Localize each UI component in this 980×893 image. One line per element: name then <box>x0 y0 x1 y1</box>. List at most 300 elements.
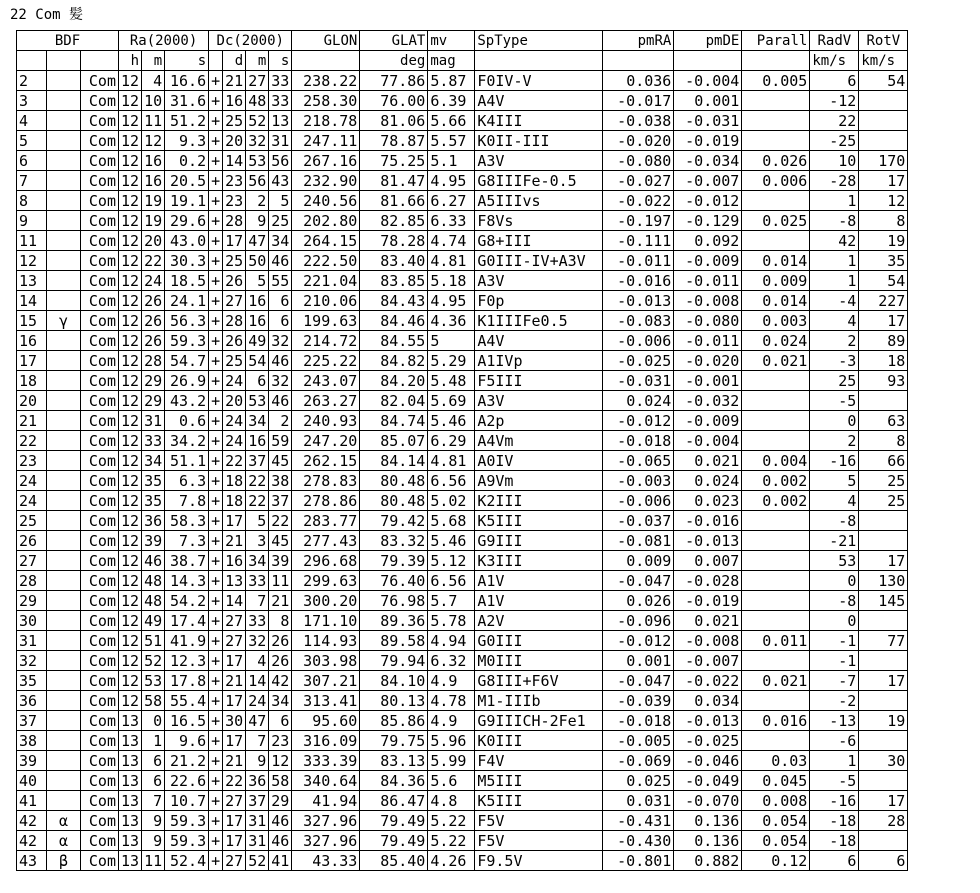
table-cell: -0.006 <box>603 491 674 511</box>
table-cell: 0.002 <box>742 491 810 511</box>
table-cell: 5 <box>810 471 859 491</box>
table-cell: 18 <box>223 491 246 511</box>
table-cell: 12 <box>119 591 142 611</box>
table-cell: 38 <box>269 471 292 491</box>
table-cell: 17.4 <box>165 611 209 631</box>
table-cell: Com <box>81 471 119 491</box>
table-cell <box>859 771 908 791</box>
table-cell <box>47 671 81 691</box>
table-cell <box>742 231 810 251</box>
table-cell <box>859 111 908 131</box>
table-cell: 0.001 <box>603 651 674 671</box>
table-cell: Com <box>81 231 119 251</box>
table-cell: + <box>209 511 223 531</box>
table-cell: 12 <box>119 191 142 211</box>
table-cell: β <box>47 851 81 871</box>
table-cell: 299.63 <box>292 571 360 591</box>
table-cell: 29 <box>269 791 292 811</box>
table-cell <box>47 711 81 731</box>
table-row <box>17 91 908 111</box>
table-cell <box>47 631 81 651</box>
table-cell: 41.94 <box>292 791 360 811</box>
table-cell: -0.008 <box>674 631 742 651</box>
table-cell: 9 <box>142 811 165 831</box>
table-cell: 12 <box>119 531 142 551</box>
table-cell: + <box>209 131 223 151</box>
unit-cell: km/s <box>810 51 859 71</box>
table-cell: 23 <box>223 171 246 191</box>
header-row-units <box>17 51 908 71</box>
table-cell: -21 <box>810 531 859 551</box>
unit-cell: d <box>223 51 246 71</box>
table-cell: 37 <box>246 451 269 471</box>
table-cell: + <box>209 811 223 831</box>
table-cell: 13 <box>119 751 142 771</box>
table-cell: + <box>209 371 223 391</box>
table-cell: 12 <box>119 611 142 631</box>
table-cell: 247.11 <box>292 131 360 151</box>
table-cell: 78.87 <box>360 131 428 151</box>
table-cell <box>47 211 81 231</box>
table-cell: 4.36 <box>428 311 475 331</box>
table-cell: 81.47 <box>360 171 428 191</box>
unit-cell <box>742 51 810 71</box>
table-cell: K3III <box>475 551 603 571</box>
table-cell: 79.49 <box>360 811 428 831</box>
table-cell: 3 <box>17 91 47 111</box>
table-cell: + <box>209 611 223 631</box>
table-cell: 5.46 <box>428 531 475 551</box>
table-cell: -7 <box>810 671 859 691</box>
table-cell: 51.2 <box>165 111 209 131</box>
table-cell: 22 <box>223 451 246 471</box>
table-cell: 12 <box>119 391 142 411</box>
table-row <box>17 251 908 271</box>
column-header: SpType <box>475 31 603 51</box>
table-cell: K1IIIFe0.5 <box>475 311 603 331</box>
table-cell: 14 <box>223 591 246 611</box>
table-cell: 5.78 <box>428 611 475 631</box>
table-cell: 46 <box>142 551 165 571</box>
table-cell: 1 <box>810 191 859 211</box>
table-cell: A3V <box>475 391 603 411</box>
table-row <box>17 631 908 651</box>
table-cell: 17 <box>223 511 246 531</box>
table-cell: Com <box>81 851 119 871</box>
table-cell: 85.40 <box>360 851 428 871</box>
table-cell: 84.46 <box>360 311 428 331</box>
table-cell: 35 <box>142 491 165 511</box>
table-cell: Com <box>81 391 119 411</box>
table-cell: 7.3 <box>165 531 209 551</box>
table-cell: -0.013 <box>674 531 742 551</box>
table-cell: 333.39 <box>292 751 360 771</box>
table-cell: 16 <box>223 91 246 111</box>
table-cell: + <box>209 191 223 211</box>
table-cell: 59.3 <box>165 331 209 351</box>
table-cell: 33 <box>269 71 292 91</box>
table-cell <box>47 131 81 151</box>
table-cell <box>742 571 810 591</box>
table-cell: 4.8 <box>428 791 475 811</box>
table-cell: 22 <box>223 771 246 791</box>
table-row <box>17 131 908 151</box>
table-cell: 21 <box>17 411 47 431</box>
unit-cell: m <box>246 51 269 71</box>
table-cell: 33 <box>269 91 292 111</box>
table-cell: 170 <box>859 151 908 171</box>
table-cell: K5III <box>475 791 603 811</box>
table-cell: 31 <box>246 831 269 851</box>
table-cell: 17 <box>223 731 246 751</box>
table-cell: + <box>209 471 223 491</box>
table-cell: Com <box>81 731 119 751</box>
table-cell: 4.78 <box>428 691 475 711</box>
table-cell: 45 <box>269 531 292 551</box>
table-cell: 243.07 <box>292 371 360 391</box>
table-cell: 17 <box>223 651 246 671</box>
table-cell <box>742 591 810 611</box>
table-cell: 6 <box>246 371 269 391</box>
table-cell: + <box>209 631 223 651</box>
table-cell: + <box>209 391 223 411</box>
unit-cell: deg <box>360 51 428 71</box>
table-cell <box>47 331 81 351</box>
table-row <box>17 471 908 491</box>
table-cell: 84.43 <box>360 291 428 311</box>
table-cell: 41 <box>17 791 47 811</box>
table-cell: 83.85 <box>360 271 428 291</box>
table-row <box>17 771 908 791</box>
table-cell: 5.6 <box>428 771 475 791</box>
table-cell: Com <box>81 451 119 471</box>
table-cell: G8+III <box>475 231 603 251</box>
table-cell: 4 <box>246 651 269 671</box>
table-cell <box>742 191 810 211</box>
table-cell: 130 <box>859 571 908 591</box>
table-cell: -0.016 <box>603 271 674 291</box>
header-row-titles <box>17 31 908 51</box>
table-cell: -0.019 <box>674 591 742 611</box>
table-cell <box>47 231 81 251</box>
table-cell: 29 <box>17 591 47 611</box>
table-cell: 66 <box>859 451 908 471</box>
table-cell: -0.431 <box>603 811 674 831</box>
table-cell: + <box>209 751 223 771</box>
table-cell: + <box>209 831 223 851</box>
table-cell <box>742 611 810 631</box>
table-cell: + <box>209 791 223 811</box>
table-cell: A3V <box>475 151 603 171</box>
table-cell: + <box>209 91 223 111</box>
table-cell: 24 <box>223 371 246 391</box>
table-cell: 24 <box>246 691 269 711</box>
table-cell: 21 <box>269 591 292 611</box>
table-cell: 0.021 <box>674 451 742 471</box>
table-cell: 52 <box>246 111 269 131</box>
table-cell: 6.56 <box>428 571 475 591</box>
table-cell: + <box>209 531 223 551</box>
table-cell: -0.009 <box>674 251 742 271</box>
table-cell: 221.04 <box>292 271 360 291</box>
table-row <box>17 551 908 571</box>
table-cell: 218.78 <box>292 111 360 131</box>
table-cell: -0.006 <box>603 331 674 351</box>
table-cell: 14 <box>17 291 47 311</box>
table-cell: 313.41 <box>292 691 360 711</box>
table-cell: 31.6 <box>165 91 209 111</box>
table-cell: 37 <box>246 791 269 811</box>
table-cell: 81.66 <box>360 191 428 211</box>
table-cell <box>742 111 810 131</box>
table-cell: 26 <box>269 651 292 671</box>
column-header: Dc(2000) <box>209 31 292 51</box>
table-cell: 84.20 <box>360 371 428 391</box>
table-cell: 56 <box>246 171 269 191</box>
table-cell: Com <box>81 251 119 271</box>
table-cell: -0.019 <box>674 131 742 151</box>
table-cell: 7 <box>142 791 165 811</box>
table-cell: 80.48 <box>360 471 428 491</box>
table-cell: 56 <box>269 151 292 171</box>
table-cell: -16 <box>810 791 859 811</box>
table-cell: -8 <box>810 211 859 231</box>
table-cell: 6.29 <box>428 431 475 451</box>
table-cell: 84.36 <box>360 771 428 791</box>
table-cell: 12 <box>17 251 47 271</box>
table-cell: K4III <box>475 111 603 131</box>
table-cell <box>742 691 810 711</box>
table-cell: 51 <box>142 631 165 651</box>
table-cell: -16 <box>810 451 859 471</box>
table-cell: 5.99 <box>428 751 475 771</box>
column-header: GLAT <box>360 31 428 51</box>
table-row <box>17 351 908 371</box>
table-cell: 76.00 <box>360 91 428 111</box>
table-cell: 17 <box>223 691 246 711</box>
table-cell: G9IIICH-2Fe1 <box>475 711 603 731</box>
table-cell: 11 <box>142 851 165 871</box>
table-cell: 2 <box>17 71 47 91</box>
table-cell: -0.038 <box>603 111 674 131</box>
table-cell: 12 <box>119 171 142 191</box>
table-cell: K5III <box>475 511 603 531</box>
table-cell: A0IV <box>475 451 603 471</box>
table-cell: 6.33 <box>428 211 475 231</box>
table-cell: 85.07 <box>360 431 428 451</box>
table-cell: 17 <box>859 171 908 191</box>
table-cell: 38.7 <box>165 551 209 571</box>
table-cell: 27 <box>223 851 246 871</box>
table-cell: 79.42 <box>360 511 428 531</box>
table-cell: 85.86 <box>360 711 428 731</box>
table-cell: -0.008 <box>674 291 742 311</box>
table-cell: -0.016 <box>674 511 742 531</box>
table-cell: 0.025 <box>742 211 810 231</box>
table-cell: 0.025 <box>603 771 674 791</box>
table-cell: 34 <box>142 451 165 471</box>
table-cell: 247.20 <box>292 431 360 451</box>
table-cell: 25 <box>269 211 292 231</box>
table-cell: 20 <box>17 391 47 411</box>
table-cell: 43 <box>269 171 292 191</box>
table-cell: 25 <box>223 251 246 271</box>
table-cell: 12 <box>119 551 142 571</box>
table-cell: + <box>209 251 223 271</box>
table-cell <box>47 751 81 771</box>
table-cell: 12 <box>119 71 142 91</box>
table-cell: 12 <box>859 191 908 211</box>
table-cell: 12 <box>269 751 292 771</box>
table-cell: 26 <box>17 531 47 551</box>
table-cell: 20.5 <box>165 171 209 191</box>
table-cell: + <box>209 171 223 191</box>
table-cell: 46 <box>269 251 292 271</box>
table-cell: 29 <box>142 371 165 391</box>
table-cell: 238.22 <box>292 71 360 91</box>
table-cell: 0.12 <box>742 851 810 871</box>
table-cell: 9.6 <box>165 731 209 751</box>
table-cell <box>47 491 81 511</box>
unit-cell: mag <box>428 51 475 71</box>
table-cell: 42 <box>810 231 859 251</box>
table-cell: 83.32 <box>360 531 428 551</box>
table-cell: 24.1 <box>165 291 209 311</box>
table-cell: 2 <box>269 411 292 431</box>
table-cell: α <box>47 831 81 851</box>
table-row <box>17 531 908 551</box>
table-cell: 48 <box>142 591 165 611</box>
table-cell: 225.22 <box>292 351 360 371</box>
table-cell: 56.3 <box>165 311 209 331</box>
table-cell: 12 <box>119 271 142 291</box>
table-cell: 6 <box>269 311 292 331</box>
table-cell: 31 <box>269 131 292 151</box>
table-cell: 79.39 <box>360 551 428 571</box>
table-cell: 13 <box>223 571 246 591</box>
table-cell: 43.2 <box>165 391 209 411</box>
table-cell: -0.007 <box>674 171 742 191</box>
table-cell: -0.129 <box>674 211 742 231</box>
table-cell <box>742 531 810 551</box>
table-cell: 55 <box>269 271 292 291</box>
table-cell: 222.50 <box>292 251 360 271</box>
table-cell: Com <box>81 491 119 511</box>
table-cell: 16 <box>246 311 269 331</box>
table-cell: + <box>209 431 223 451</box>
table-cell: 12 <box>119 651 142 671</box>
table-cell: 5 <box>246 271 269 291</box>
table-cell: 3 <box>246 531 269 551</box>
table-row <box>17 211 908 231</box>
table-cell: 52 <box>142 651 165 671</box>
table-cell: 1 <box>810 271 859 291</box>
table-body <box>17 71 908 871</box>
table-cell: 296.68 <box>292 551 360 571</box>
table-cell: 327.96 <box>292 831 360 851</box>
table-cell <box>47 291 81 311</box>
table-cell: 22.6 <box>165 771 209 791</box>
table-cell: 4.94 <box>428 631 475 651</box>
table-cell: Com <box>81 751 119 771</box>
table-cell: 45 <box>269 451 292 471</box>
table-cell: Com <box>81 91 119 111</box>
table-cell: 0.003 <box>742 311 810 331</box>
table-cell: Com <box>81 671 119 691</box>
table-cell: 13 <box>119 711 142 731</box>
table-cell <box>859 731 908 751</box>
table-cell: 0 <box>810 411 859 431</box>
table-cell: 0 <box>810 611 859 631</box>
table-cell: Com <box>81 291 119 311</box>
table-cell: 34 <box>269 691 292 711</box>
table-cell: 83.40 <box>360 251 428 271</box>
table-row <box>17 671 908 691</box>
table-cell: 9 <box>246 751 269 771</box>
column-header: Parall <box>742 31 810 51</box>
table-cell <box>47 271 81 291</box>
table-cell: 36 <box>142 511 165 531</box>
table-cell: 5.66 <box>428 111 475 131</box>
unit-cell: km/s <box>859 51 908 71</box>
table-cell: Com <box>81 771 119 791</box>
table-cell: 9.3 <box>165 131 209 151</box>
table-cell: 16.6 <box>165 71 209 91</box>
table-cell: 4 <box>17 111 47 131</box>
table-cell: 77 <box>859 631 908 651</box>
table-cell: 12 <box>119 251 142 271</box>
table-cell: 12 <box>119 471 142 491</box>
table-cell: -0.022 <box>674 671 742 691</box>
table-cell: 21 <box>223 751 246 771</box>
table-cell: 22 <box>142 251 165 271</box>
table-cell: A2V <box>475 611 603 631</box>
table-cell: 0.882 <box>674 851 742 871</box>
table-cell: + <box>209 591 223 611</box>
table-cell: 5.22 <box>428 811 475 831</box>
table-row <box>17 751 908 771</box>
table-cell: 4 <box>810 491 859 511</box>
table-cell: K2III <box>475 491 603 511</box>
table-cell: 38 <box>17 731 47 751</box>
table-cell: 48 <box>142 571 165 591</box>
table-cell: 0.021 <box>674 611 742 631</box>
table-cell: 19 <box>142 211 165 231</box>
table-cell: 0.008 <box>742 791 810 811</box>
table-cell: 5.7 <box>428 591 475 611</box>
table-cell: 76.98 <box>360 591 428 611</box>
table-row <box>17 311 908 331</box>
table-cell <box>47 191 81 211</box>
table-cell: 12.3 <box>165 651 209 671</box>
table-cell: Com <box>81 351 119 371</box>
table-cell: 13 <box>119 811 142 831</box>
table-cell: 27 <box>17 551 47 571</box>
table-cell: 76.40 <box>360 571 428 591</box>
table-cell: 34 <box>246 551 269 571</box>
table-cell: Com <box>81 71 119 91</box>
table-cell: 1 <box>142 731 165 751</box>
table-cell: 13 <box>119 731 142 751</box>
table-cell: 12 <box>142 131 165 151</box>
table-cell: 4.95 <box>428 291 475 311</box>
table-cell: 21.2 <box>165 751 209 771</box>
table-cell: Com <box>81 191 119 211</box>
table-cell: 19 <box>859 231 908 251</box>
table-cell: 0.045 <box>742 771 810 791</box>
table-cell: + <box>209 291 223 311</box>
unit-cell <box>674 51 742 71</box>
